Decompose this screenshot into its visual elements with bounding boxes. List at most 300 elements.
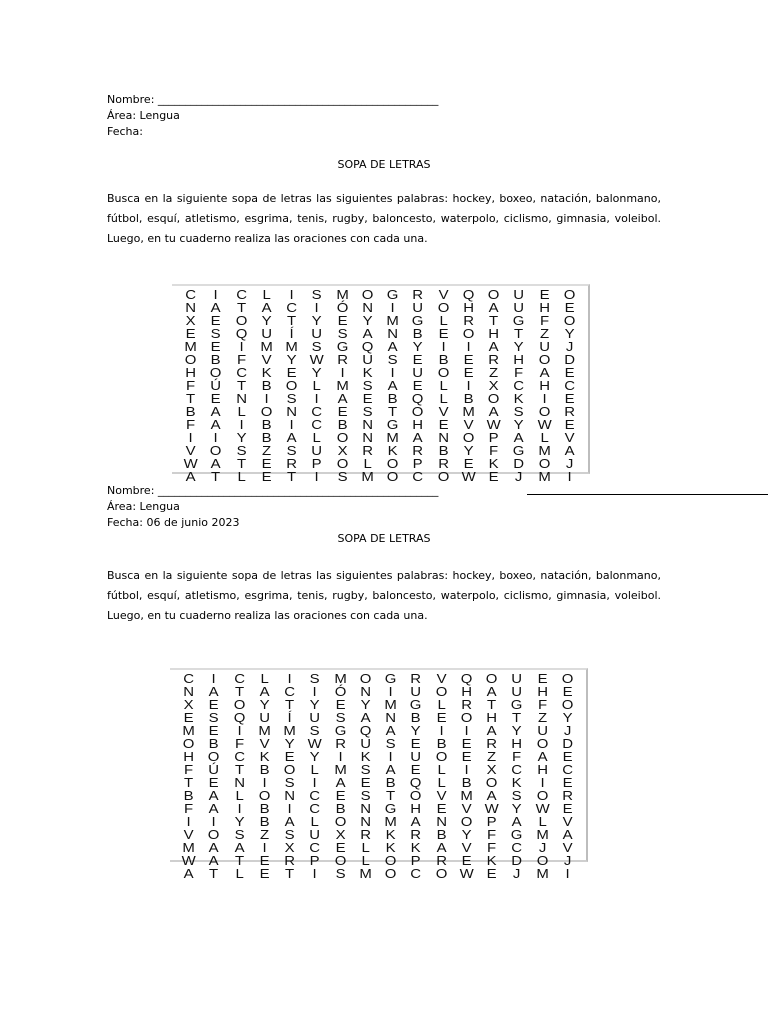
grid-letter: S [337, 326, 348, 341]
grid-letter: R [561, 788, 573, 803]
grid-letter: J [513, 866, 521, 881]
grid-letter: A [208, 801, 219, 816]
grid-letter: Y [412, 339, 423, 354]
grid-letter: L [310, 814, 320, 829]
grid-letter: C [309, 801, 321, 816]
grid-letter: R [412, 443, 424, 458]
grid-letter: J [565, 456, 574, 471]
grid-letter: Y [311, 313, 322, 328]
grid-letter: S [513, 404, 524, 419]
grid-letter: T [489, 313, 499, 328]
grid-letter: U [536, 723, 548, 738]
grid-letter: J [563, 853, 572, 868]
grid-letter: E [436, 801, 447, 816]
grid-letter: E [335, 840, 346, 855]
grid-letter: L [236, 469, 246, 484]
grid-letter: R [435, 853, 447, 868]
grid-letter: B [337, 417, 348, 432]
grid-letter: I [464, 762, 469, 777]
grid-letter: I [567, 469, 572, 484]
grid-letter: I [466, 339, 471, 354]
grid-letter: V [562, 840, 573, 855]
grid-letter: E [261, 456, 272, 471]
grid-letter: E [564, 417, 575, 432]
grid-letter: O [487, 287, 500, 302]
grid-letter: S [286, 443, 297, 458]
grid-letter: K [387, 443, 398, 458]
grid-letter: I [390, 365, 395, 380]
grid-letter: S [362, 378, 373, 393]
grid-letter: T [234, 853, 244, 868]
page-title-1: SOPA DE LETRAS [337, 158, 431, 171]
grid-letter: A [362, 326, 373, 341]
grid-letter: O [384, 866, 397, 881]
grid-letter: Ú [210, 378, 222, 393]
grid-letter: K [511, 775, 522, 790]
grid-letter: H [486, 710, 498, 725]
grid-letter: O [538, 352, 550, 367]
grid-letter: A [210, 456, 221, 471]
grid-letter: L [436, 775, 446, 790]
grid-letter: M [182, 840, 195, 855]
grid-letter: A [360, 710, 371, 725]
grid-letter: B [208, 736, 219, 751]
grid-letter: I [287, 671, 292, 686]
grid-letter: J [565, 339, 574, 354]
grid-letter: B [436, 736, 447, 751]
grid-letter: Z [261, 443, 271, 458]
grid-letter: E [539, 287, 550, 302]
grid-letter: X [183, 697, 194, 712]
grid-letter: O [435, 684, 447, 699]
grid-letter: D [561, 736, 573, 751]
grid-letter: T [234, 684, 244, 699]
date-label-1: Fecha: [107, 125, 143, 138]
grid-letter: E [438, 326, 449, 341]
instructions-2: Busca en la siguiente sopa de letras las siguientes palabras: hockey, boxeo, natación, balonmano, fútbol, esquí, atletismo, esgrima, tenis, rugby, baloncesto, waterpolo, ciclismo, gimnasia, voleibol. Luego, en tu cuaderno realiza las oraciones con cada una. [107, 569, 661, 622]
grid-letter: H [538, 378, 550, 393]
instructions-1: Busca en la siguiente sopa de letras las siguientes palabras: hockey, boxeo, natación, balonmano, fútbol, esquí, atletismo, esgrima, tenis, rugby, baloncesto, waterpolo, ciclismo, gimnasia, voleibol. Luego, en tu cuaderno realiza las oraciones con cada una. [107, 192, 661, 245]
name-field-1: Nombre: ___________________________________________________ [107, 93, 439, 106]
grid-letter: L [438, 378, 448, 393]
grid-letter: S [360, 788, 371, 803]
grid-letter: L [539, 430, 549, 445]
grid-letter: B [387, 391, 398, 406]
area-label-2: Área: Lengua [107, 500, 180, 513]
grid-letter: L [436, 762, 446, 777]
grid-letter: N [359, 801, 371, 816]
grid-letter: E [362, 391, 373, 406]
grid-letter: M [335, 287, 349, 302]
grid-letter: E [183, 710, 194, 725]
grid-letter: S [311, 287, 322, 302]
grid-letter: N [359, 684, 371, 699]
grid-letter: I [312, 684, 317, 699]
grid-letter: E [564, 365, 575, 380]
grid-letter: D [563, 352, 575, 367]
grid-letter: S [360, 762, 371, 777]
grid-letter: W [183, 456, 198, 471]
grid-letter: C [286, 300, 298, 315]
grid-letter: W [459, 866, 474, 881]
grid-letter: I [289, 287, 294, 302]
grid-letter: E [562, 749, 573, 764]
grid-letter: U [412, 365, 424, 380]
grid-letter: O [336, 430, 348, 445]
grid-letter: C [235, 287, 247, 302]
grid-letter: P [488, 430, 499, 445]
grid-letter: H [513, 352, 525, 367]
grid-letter: T [236, 300, 246, 315]
grid-letter: A [385, 723, 396, 738]
grid-letter: Y [511, 801, 522, 816]
grid-letter: T [184, 775, 194, 790]
grid-letter: A [562, 827, 573, 842]
grid-letter: O [283, 762, 296, 777]
grid-letter: O [386, 456, 399, 471]
grid-letter: Q [233, 710, 245, 725]
grid-letter: I [388, 749, 393, 764]
blank-line [527, 494, 768, 495]
grid-letter: X [486, 762, 497, 777]
grid-letter: B [261, 417, 272, 432]
grid-letter: M [335, 378, 349, 393]
grid-letter: I [188, 430, 193, 445]
grid-letter: O [336, 456, 348, 471]
grid-letter: K [385, 827, 396, 842]
grid-letter: R [334, 736, 346, 751]
grid-letter: W [486, 417, 501, 432]
grid-letter: M [333, 762, 347, 777]
grid-letter: R [563, 404, 575, 419]
grid-letter: E [436, 710, 447, 725]
grid-letter: O [435, 749, 447, 764]
grid-letter: C [309, 840, 321, 855]
grid-letter: L [438, 313, 448, 328]
grid-letter: L [260, 671, 269, 686]
grid-letter: G [386, 287, 399, 302]
grid-letter: O [435, 866, 447, 881]
grid-letter: I [239, 417, 244, 432]
grid-letter: R [284, 853, 296, 868]
grid-letter: K [513, 391, 524, 406]
grid-letter: N [361, 417, 373, 432]
grid-letter: M [537, 469, 551, 484]
grid-letter: C [233, 749, 245, 764]
grid-letter: I [312, 866, 317, 881]
grid-letter: L [361, 840, 370, 855]
grid-letter: V [438, 287, 449, 302]
grid-letter: X [185, 313, 196, 328]
grid-letter: S [335, 710, 346, 725]
grid-letter: U [412, 300, 424, 315]
grid-letter: M [537, 443, 551, 458]
grid-letter: T [285, 697, 295, 712]
grid-letter: C [311, 404, 323, 419]
grid-letter: E [438, 417, 449, 432]
grid-letter: V [259, 736, 270, 751]
grid-letter: I [213, 430, 218, 445]
grid-letter: N [435, 814, 447, 829]
grid-letter: S [385, 736, 396, 751]
grid-letter: Y [511, 723, 522, 738]
grid-letter: F [512, 749, 522, 764]
grid-letter: I [262, 775, 267, 790]
grid-letter: M [333, 671, 347, 686]
grid-letter: M [260, 339, 273, 354]
grid-letter: Y [360, 697, 371, 712]
grid-letter: I [388, 684, 393, 699]
page-title-2: SOPA DE LETRAS [337, 532, 431, 545]
grid-letter: F [236, 352, 246, 367]
grid-letter: E [412, 378, 423, 393]
grid-letter: U [359, 736, 371, 751]
grid-letter: L [363, 456, 372, 471]
grid-letter: E [564, 391, 575, 406]
grid-letter: W [535, 801, 550, 816]
grid-letter: C [563, 378, 575, 393]
grid-letter: Q [235, 326, 247, 341]
grid-letter: E [259, 853, 270, 868]
grid-letter: C [284, 684, 296, 699]
grid-letter: R [412, 287, 424, 302]
grid-letter: W [309, 352, 324, 367]
grid-letter: U [309, 710, 321, 725]
grid-letter: M [258, 723, 271, 738]
grid-letter: E [208, 775, 219, 790]
grid-letter: A [210, 417, 221, 432]
grid-letter: O [437, 300, 449, 315]
grid-letter: O [561, 697, 574, 712]
grid-letter: O [285, 378, 298, 393]
grid-letter: X [488, 378, 499, 393]
grid-letter: R [437, 456, 449, 471]
grid-letter: O [182, 736, 195, 751]
grid-letter: G [384, 801, 397, 816]
grid-letter: G [412, 313, 424, 328]
grid-letter: G [513, 313, 525, 328]
grid-letter: F [234, 736, 244, 751]
grid-letter: O [184, 352, 197, 367]
grid-letter: C [185, 287, 197, 302]
grid-letter: O [210, 443, 222, 458]
grid-letter: P [309, 853, 320, 868]
grid-letter: I [287, 801, 292, 816]
grid-letter: E [335, 788, 346, 803]
grid-letter: A [208, 840, 219, 855]
grid-letter: F [186, 417, 196, 432]
grid-letter: S [311, 339, 322, 354]
grid-letter: M [361, 469, 374, 484]
grid-letter: H [488, 326, 500, 341]
grid-letter: Y [513, 339, 524, 354]
grid-letter: O [536, 853, 548, 868]
grid-letter: S [309, 671, 320, 686]
grid-letter: L [310, 762, 320, 777]
grid-letter: E [208, 723, 219, 738]
grid-letter: V [185, 443, 196, 458]
grid-letter: I [464, 723, 469, 738]
grid-letter: N [385, 710, 397, 725]
grid-letter: C [235, 365, 247, 380]
grid-letter: Y [234, 814, 245, 829]
grid-letter: B [210, 352, 221, 367]
grid-letter: E [208, 697, 219, 712]
grid-letter: X [337, 443, 348, 458]
grid-letter: A [335, 775, 346, 790]
grid-letter: I [237, 723, 242, 738]
grid-letter: K [360, 749, 371, 764]
grid-letter: F [487, 827, 497, 842]
grid-letter: O [233, 697, 245, 712]
grid-letter: G [511, 697, 523, 712]
grid-letter: I [211, 814, 216, 829]
grid-letter: C [412, 469, 424, 484]
grid-letter: T [512, 710, 522, 725]
grid-letter: A [488, 339, 499, 354]
grid-letter: C [511, 840, 523, 855]
grid-letter: U [311, 326, 323, 341]
grid-letter: O [462, 430, 475, 445]
grid-letter: T [388, 404, 398, 419]
grid-letter: E [562, 775, 573, 790]
grid-letter: E [337, 313, 348, 328]
grid-letter: E [286, 365, 297, 380]
grid-letter: K [259, 749, 270, 764]
grid-letter: Y [362, 313, 373, 328]
grid-letter: N [235, 391, 247, 406]
grid-letter: C [513, 378, 525, 393]
grid-letter: F [514, 365, 524, 380]
grid-letter: B [463, 391, 474, 406]
grid-letter: G [410, 697, 422, 712]
grid-letter: E [284, 749, 295, 764]
grid-letter: E [210, 339, 221, 354]
grid-letter: I [312, 775, 317, 790]
grid-letter: Y [259, 697, 270, 712]
grid-letter: A [486, 723, 497, 738]
grid-letter: U [311, 443, 323, 458]
grid-letter: Y [461, 827, 472, 842]
grid-letter: L [262, 287, 271, 302]
grid-letter: T [186, 391, 196, 406]
date-label-2: Fecha: 06 de junio 2023 [107, 516, 240, 529]
grid-letter: O [460, 710, 473, 725]
grid-letter: M [460, 788, 473, 803]
grid-letter: E [337, 404, 348, 419]
grid-letter: G [334, 723, 346, 738]
name-field-2: Nombre: ___________________________________________________ [107, 484, 439, 497]
grid-letter: L [436, 697, 446, 712]
grid-letter: C [233, 671, 245, 686]
grid-letter: H [538, 300, 550, 315]
grid-letter: O [536, 736, 548, 751]
grid-letter: T [211, 469, 221, 484]
grid-letter: K [488, 456, 499, 471]
grid-letter: Z [487, 749, 497, 764]
grid-letter: A [537, 749, 548, 764]
grid-letter: G [513, 443, 525, 458]
grid-letter: V [562, 814, 573, 829]
grid-letter: O [437, 365, 449, 380]
grid-letter: R [336, 352, 348, 367]
grid-letter: V [564, 430, 575, 445]
grid-letter: A [387, 339, 398, 354]
grid-letter: V [461, 840, 472, 855]
grid-letter: O [258, 788, 271, 803]
grid-letter: Ó [334, 684, 346, 699]
grid-letter: O [538, 404, 550, 419]
grid-letter: I [338, 749, 343, 764]
grid-letter: N [387, 326, 399, 341]
grid-letter: I [211, 671, 216, 686]
grid-letter: K [410, 840, 421, 855]
grid-letter: M [386, 430, 399, 445]
grid-letter: O [538, 456, 550, 471]
grid-letter: O [410, 788, 422, 803]
grid-letter: S [210, 326, 221, 341]
grid-letter: M [182, 723, 195, 738]
grid-letter: A [486, 684, 497, 699]
grid-letter: I [239, 339, 244, 354]
grid-letter: U [511, 684, 523, 699]
grid-letter: M [384, 814, 397, 829]
grid-letter: U [538, 339, 550, 354]
grid-letter: O [361, 287, 374, 302]
grid-letter: T [287, 469, 297, 484]
grid-letter: Y [564, 326, 575, 341]
grid-letter: A [410, 814, 421, 829]
grid-letter: N [286, 404, 298, 419]
grid-letter: Y [236, 430, 247, 445]
grid-letter: A [185, 469, 196, 484]
grid-letter: I [186, 814, 191, 829]
grid-letter: E [562, 801, 573, 816]
grid-letter: I [441, 339, 446, 354]
grid-letter: C [511, 762, 523, 777]
grid-letter: O [487, 391, 500, 406]
grid-letter: E [461, 749, 472, 764]
grid-letter: I [390, 300, 395, 315]
grid-letter: S [362, 404, 373, 419]
grid-letter: U [309, 827, 321, 842]
grid-letter: T [386, 788, 396, 803]
grid-letter: Q [460, 671, 473, 686]
grid-letter: K [486, 853, 497, 868]
grid-letter: Y [463, 443, 474, 458]
grid-letter: B [385, 775, 396, 790]
grid-letter: N [359, 814, 371, 829]
grid-letter: H [412, 417, 424, 432]
grid-letter: X [284, 840, 295, 855]
grid-letter: I [439, 723, 444, 738]
grid-letter: O [386, 469, 399, 484]
grid-letter: A [208, 684, 219, 699]
grid-letter: R [488, 352, 500, 367]
word-search-grid-2 [170, 668, 588, 881]
grid-letter: O [460, 814, 473, 829]
grid-letter: S [337, 469, 348, 484]
grid-letter: A [337, 391, 348, 406]
grid-letter: P [410, 853, 421, 868]
grid-letter: Z [259, 827, 269, 842]
grid-letter: V [183, 827, 194, 842]
grid-letter: Y [286, 352, 297, 367]
grid-letter: K [362, 365, 373, 380]
grid-letter: O [563, 287, 576, 302]
grid-letter: A [261, 300, 272, 315]
grid-letter: Ó [336, 300, 348, 315]
